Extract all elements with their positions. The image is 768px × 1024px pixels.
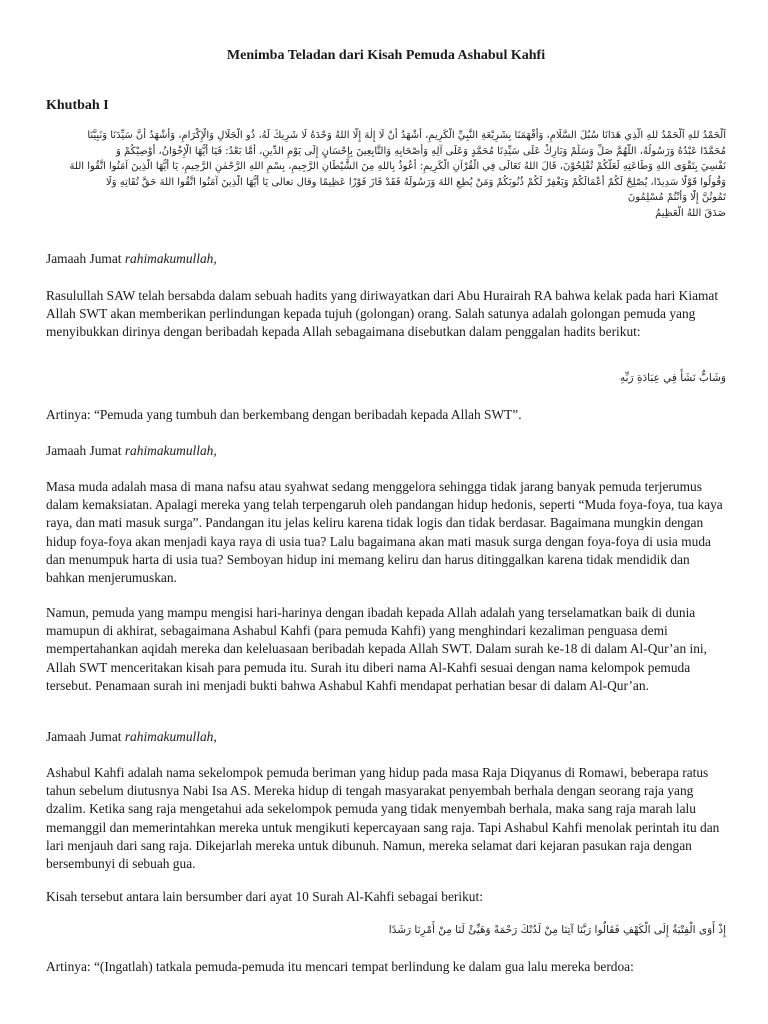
section-heading: Khutbah I (46, 98, 109, 113)
paragraph-hadith-intro: Rasulullah SAW telah bersabda dalam sebuah hadits yang diriwayatkan dari Abu Hurairah RA bahwa kelak pada hari Kiamat Allah SWT akan memberikan perlindungan kepada tujuh (golongan) orang. Salah satunya adalah golongan pemuda yang menyibukkan dirinya dengan beribadah kepada Allah sebagaimana disebutkan dalam penggalan hadits berikut: (46, 288, 719, 340)
paragraph-ashabul-kahfi-surah: Namun, pemuda yang mampu mengisi hari-harinya dengan ibadah kepada Allah adalah yang terselamatkan baik di dunia mamupun di akhirat, sebagaimana Ashabul Kahfi (para pemuda Kahfi) yang menghindari kezaliman penguasa demi mempertahankan aqidah mereka dan keleluasaan beribadah kepada Allah SWT. Dalam surah ke-18 di dalam Al-Qur’an ini, Allah SWT menceritakan kisah para pemuda itu. Surah itu diberi nama Al-Kahfi sesuai dengan nama kelompok pemuda tersebut. Penamaan surah ini menjadi bukti bahwa Ashabul Kahfi mendapat perhatian besar di dalam Al-Qur’an. (46, 605, 707, 693)
verse-translation: Artinya: “(Ingatlah) tatkala pemuda-pemuda itu mencari tempat berlindung ke dalam gua lalu mereka berdoa: (46, 959, 634, 974)
greeting-line (46, 728, 726, 746)
arabic-line: وَقُولُوا قَوْلًا سَدِيدًا، يُصْلِحْ لَكُمْ أَعْمَالَكُمْ وَيَغْفِرْ لَكُمْ ذُنُوبَكُمْ وَمَنْ يُطِعِ اللهَ وَرَسُولَهُ فَقَدْ فَازَ فَوْزًا عَظِيمًا وقال تعالى يَا أَيُّهَا الَّذِينَ آمَنُوا اتَّقُوا اللهَ حَقَّ تُقَاتِهِ وَلَا (106, 176, 726, 188)
greeting-italic: rahimakumullah (124, 251, 214, 266)
greeting-italic: rahimakumullah (124, 443, 214, 458)
document-page (46, 0, 726, 1024)
greeting-italic: rahimakumullah (124, 729, 214, 744)
greeting-suffix: , (213, 443, 217, 458)
arabic-line: اَلْحَمْدُ للهِ اَلْحَمْدُ للهِ الَّذِي هَدَانَا سُبُلَ السَّلَامِ، وَأَفْهَمَنَا بِشَرِيْعَةِ النَّبِيِّ الْكَرِيمِ، أَشْهَدُ أَنْ لَا إِلٰهَ إِلَّا اللهُ وَحْدَهُ لَا شَرِيكَ لَهُ، ذُو الْجَلَالِ وَالْإِكْرَامِ، وَأَشْهَدُ أَنَّ سَيِّدَنَا وَنَبِيَّنَا (87, 130, 726, 141)
arabic-line: تَمُوتُنَّ إِلَّا وَأَنْتُمْ مُسْلِمُونَ (627, 192, 726, 204)
greeting-suffix: , (213, 729, 217, 744)
arabic-line: صَدَقَ اللهُ الْعَظِيمُ (655, 207, 726, 219)
paragraph-verse-intro: Kisah tersebut antara lain bersumber dari ayat 10 Surah Al-Kahfi sebagai berikut: (46, 889, 483, 904)
greeting-prefix: Jamaah Jumat (46, 729, 125, 744)
greeting-prefix: Jamaah Jumat (46, 251, 125, 266)
opening-arabic-text (46, 128, 726, 222)
arabic-line: نَفْسِيَ بِتَقْوَى اللهِ وَطَاعَتِهِ لَعَلَّكُمْ تُفْلِحُوْنَ، قَالَ اللهُ تَعَالَى فِي الْقُرْآنِ الْكَرِيمِ: أَعُوذُ بِاللهِ مِنَ الشَّيْطَانِ الرَّجِيمِ، بِسْمِ اللهِ الرَّحْمٰنِ الرَّحِيمِ، يَا أَيُّهَا الَّذِينَ آمَنُوا اتَّقُوا اللهَ (69, 161, 726, 173)
greeting-line (46, 442, 726, 460)
greeting-prefix: Jamaah Jumat (46, 443, 125, 458)
greeting-suffix: , (213, 251, 217, 266)
document-title: Menimba Teladan dari Kisah Pemuda Ashabul Kahfi (226, 48, 546, 63)
hadith-translation: Artinya: “Pemuda yang tumbuh dan berkembang dengan beribadah kepada Allah SWT”. (46, 407, 522, 422)
hadith-arabic-text: وَشَابٌّ نَشَأَ فِي عِبَادَةِ رَبِّهِ (620, 372, 726, 384)
arabic-line: مُحَمَّدًا عَبْدُهُ وَرَسُولُهُ، اللّٰهُمَّ صَلِّ وَسَلِّمْ وَبَارِكْ عَلَى سَيِّدِنَا مُحَمَّدٍ وَعَلَى آلِهِ وَأَصْحَابِهِ وَالتَّابِعِينَ بِإِحْسَانٍ إِلَى يَوْمِ الدِّينِ، أَمَّا بَعْدُ: فَيَا أَيُّهَا الْإِخْوَانُ، أُوْصِيْكُمْ وَ (116, 145, 726, 157)
paragraph-youth: Masa muda adalah masa di mana nafsu atau syahwat sedang menggelora sehingga tidak jarang banyak pemuda terjerumus dalam kemaksiatan. Apalagi mereka yang telah terpengaruh oleh pandangan hidup hedonis, seperti “Muda foya-foya, tua kaya raya, dan mati masuk surga”. Pandangan itu jelas keliru karena tidak logis dan tidak berdasar. Bagaimana mungkin dengan hidup foya-foya akan menjadi kaya raya di usia tua? Lalu bagaimana akan mati masuk surga dengan foya-foya di usia muda dan menumpuk harta di usia tua? Semboyan hidup ini memang keliru dan harus ditinggalkan karena tidak mendidik dan bahkan menjerumuskan. (46, 479, 723, 586)
paragraph-ashabul-kahfi-story: Ashabul Kahfi adalah nama sekelompok pemuda beriman yang hidup pada masa Raja Diqyanus di Romawi, beberapa ratus tahun sebelum diutusnya Nabi Isa AS. Mereka hidup di tengah masyarakat penyembah berhala dengan seorang raja yang dzalim. Ketika sang raja mengetahui ada sekelompok pemuda yang tidak menyembah berhala, maka sang raja marah lalu memanggil dan memerintahkan mereka untuk mengikuti kepercayaan sang raja. Tapi Ashabul Kahfi menolak perintah itu dan lari menjauh dari sang raja. Dikejarlah mereka untuk dibunuh. Namun, mereka selamat dari kejaran pasukan raja dengan bersembunyi di sebuah gua. (46, 765, 720, 872)
greeting-line (46, 250, 726, 268)
verse-arabic-text: إِذْ أَوَى الْفِتْيَةُ إِلَى الْكَهْفِ فَقَالُوا رَبَّنَا آتِنَا مِنْ لَدُنْكَ رَحْمَةً وَهَيِّئْ لَنَا مِنْ أَمْرِنَا رَشَدًا (388, 924, 726, 936)
